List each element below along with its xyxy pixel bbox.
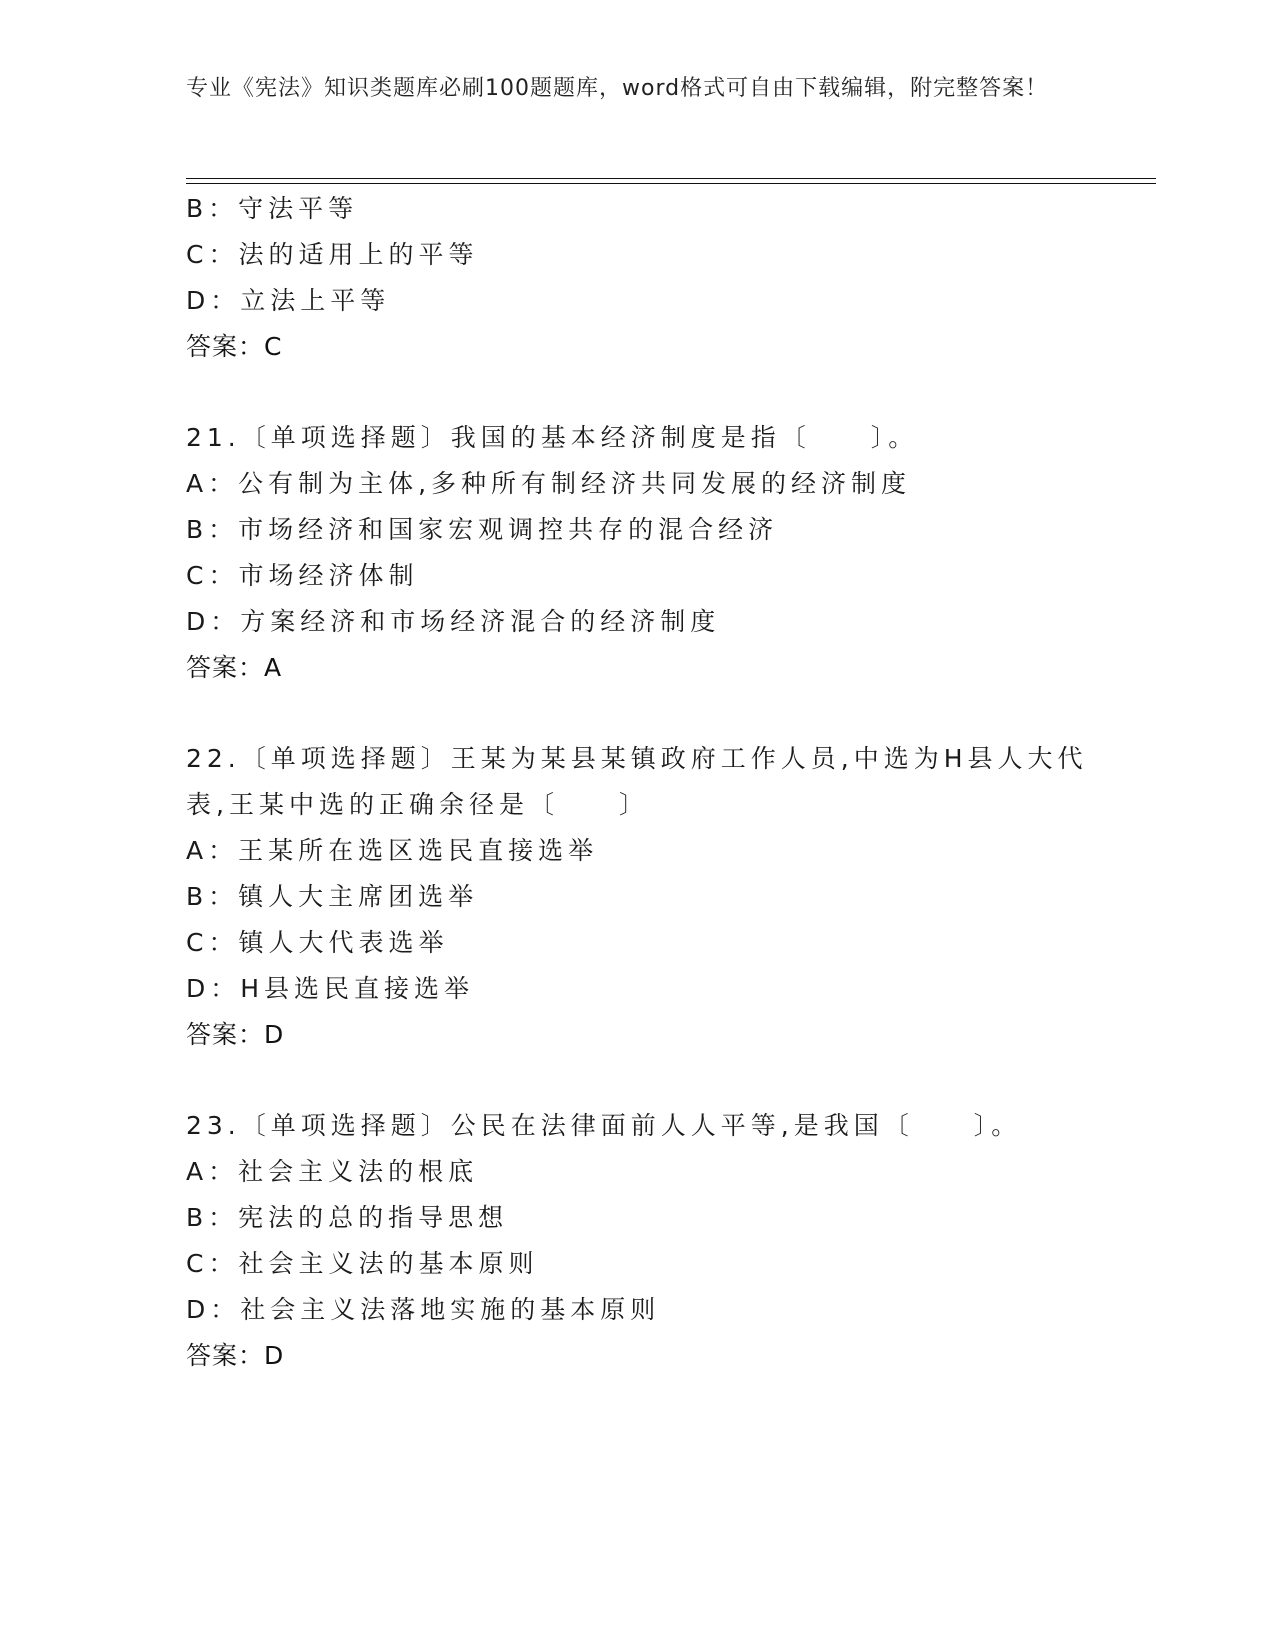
question-block-23 xyxy=(186,1103,1086,1379)
answer-line: 答案：D xyxy=(186,1341,285,1370)
option-c: C：市场经济体制 xyxy=(186,561,419,590)
option-a: A：公有制为主体,多种所有制经济共同发展的经济制度 xyxy=(186,469,912,498)
document-header: 专业《宪法》知识类题库必刷100题题库，word格式可自由下载编辑，附完整答案！ xyxy=(186,76,1049,101)
document-body xyxy=(186,186,1086,1379)
option-b: B：市场经济和国家宏观调控共存的混合经济 xyxy=(186,515,779,544)
spacer xyxy=(186,1058,1086,1103)
option-d: D：H县选民直接选举 xyxy=(186,974,475,1003)
question-block-22 xyxy=(186,736,1086,1058)
option-d: D：立法上平等 xyxy=(186,286,391,315)
question-stem-continued: 表,王某中选的正确余径是〔 〕 xyxy=(186,790,649,819)
option-c: C：社会主义法的基本原则 xyxy=(186,1249,539,1278)
header-rule-top xyxy=(186,178,1156,179)
option-c: C：法的适用上的平等 xyxy=(186,240,479,269)
option-b: B：宪法的总的指导思想 xyxy=(186,1203,509,1232)
answer-line: 答案：C xyxy=(186,332,283,361)
option-a: A：王某所在选区选民直接选举 xyxy=(186,836,599,865)
option-a: A：社会主义法的根底 xyxy=(186,1157,479,1186)
question-stem: 21.〔单项选择题〕我国的基本经济制度是指〔 〕。 xyxy=(186,423,919,452)
spacer xyxy=(186,370,1086,415)
answer-line: 答案：A xyxy=(186,653,283,682)
question-stem: 22.〔单项选择题〕王某为某县某镇政府工作人员,中选为H县人大代 xyxy=(186,744,1088,773)
option-d: D：社会主义法落地实施的基本原则 xyxy=(186,1295,661,1324)
header-rule-bottom xyxy=(186,183,1156,184)
answer-line: 答案：D xyxy=(186,1020,285,1049)
question-block-21 xyxy=(186,415,1086,691)
option-c: C：镇人大代表选举 xyxy=(186,928,449,957)
question-stem: 23.〔单项选择题〕公民在法律面前人人平等,是我国〔 〕。 xyxy=(186,1111,1022,1140)
question-block-20 xyxy=(186,186,1086,370)
spacer xyxy=(186,691,1086,736)
option-d: D：方案经济和市场经济混合的经济制度 xyxy=(186,607,721,636)
option-b: B：镇人大主席团选举 xyxy=(186,882,479,911)
option-b: B：守法平等 xyxy=(186,194,359,223)
